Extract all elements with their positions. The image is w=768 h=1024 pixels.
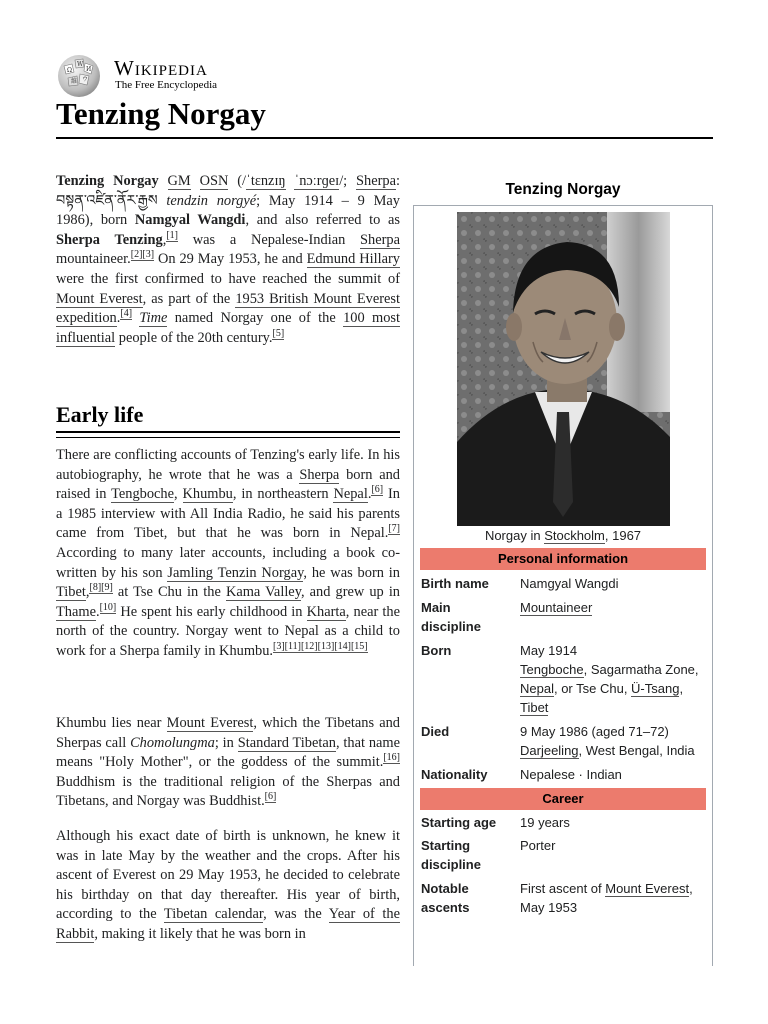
photo-caption: Norgay in Stockholm, 1967 xyxy=(484,528,642,543)
link-u-tsang[interactable]: Ü-Tsang xyxy=(631,681,680,696)
link-tibetan-calendar[interactable]: Tibetan calendar xyxy=(163,906,264,923)
link-khumbu[interactable]: Khumbu xyxy=(182,486,233,503)
value-born: May 1914 Tengboche, Sagarmatha Zone, Nepal, or Tse Chu, Ü-Tsang, Tibet xyxy=(520,643,699,715)
link-1953-expedition[interactable]: 1953 British Mount Everest expedition xyxy=(56,290,400,327)
link-sherpa-people[interactable]: Sherpa xyxy=(360,231,400,248)
link-ipa-2[interactable]: ˈnɔːrɡeɪ xyxy=(294,173,340,189)
infobox xyxy=(413,205,713,966)
value-birth-name: Namgyal Wangdi xyxy=(520,576,619,591)
link-standard-tibetan[interactable]: Standard Tibetan xyxy=(237,734,336,751)
wikipedia-globe-icon xyxy=(56,52,102,98)
link-kama-valley[interactable]: Kama Valley xyxy=(225,584,301,601)
svg-text:Ω: Ω xyxy=(67,67,72,74)
label-notable-ascents: Notable ascents xyxy=(421,881,470,915)
early-life-paragraph-3: Although his exact date of birth is unknown, he knew it was in late May by the weather and the crops. After his ascent of Everest on 29 May 1953, he decided to celebrate his birthday on that day thereafter. His year of birth, according to the Tibetan calendar, was the Year of the Rabbit, making it likely that he was born in xyxy=(56,828,400,942)
ref-16[interactable]: [16] xyxy=(383,752,400,764)
link-mount-everest[interactable]: Mount Everest xyxy=(56,290,143,307)
ref-2-3[interactable]: [2][3] xyxy=(130,249,155,261)
ref-6[interactable]: [6] xyxy=(371,484,384,496)
link-year-of-the-rabbit[interactable]: Year of the Rabbit xyxy=(56,906,400,942)
link-darjeeling[interactable]: Darjeeling xyxy=(520,743,579,758)
link-nepal-infobox[interactable]: Nepal xyxy=(520,681,554,696)
section-band-personal: Personal information xyxy=(420,548,706,570)
ref-4[interactable]: [4] xyxy=(120,308,133,320)
section-divider-thin xyxy=(56,437,400,438)
value-starting-discipline: Porter xyxy=(520,838,556,853)
ref-5[interactable]: [5] xyxy=(272,327,285,339)
link-mountaineer[interactable]: Mountaineer xyxy=(520,600,593,615)
ref-3-11-15[interactable]: [3][11][12][13][14][15] xyxy=(273,640,368,652)
svg-text:維: 維 xyxy=(71,78,78,85)
value-nationality: Nepalese · Indian xyxy=(520,767,622,782)
value-died: 9 May 1986 (aged 71–72) Darjeeling, West Bengal, India xyxy=(520,724,695,758)
wikipedia-logo[interactable] xyxy=(56,52,246,98)
lead-bold-name: Tenzing Norgay xyxy=(56,173,159,189)
link-edmund-hillary[interactable]: Edmund Hillary xyxy=(306,251,401,268)
early-life-paragraph-1: There are conflicting accounts of Tenzing's early life. In his autobiography, he wrote that he was a Sherpa born and raised in Tengboche, Khumbu, in northeastern Nepal.[6] In a 1985 interview with All India Radio, he said his parents came from Tibet, but that he was born in Nepal.[7] According to many later accounts, including a book co-written by his son Jamling Tenzin Norgay, he was born in Tibet,[8][9] at Tse Chu in the Kama Valley, and grew up in Thame.[10] He spent his early childhood in Kharta, near the north of the country. Norgay went to Nepal as a child to work for a Sherpa family in Khumbu.[3][11][12][13][14][15] xyxy=(56,447,401,659)
link-time[interactable]: Time xyxy=(139,310,168,327)
link-ipa-1[interactable]: ˈtɛnzɪŋ xyxy=(246,173,286,189)
link-osn[interactable]: OSN xyxy=(199,173,229,189)
label-birth-name: Birth name xyxy=(421,576,489,591)
link-mount-everest-infobox[interactable]: Mount Everest xyxy=(605,881,690,896)
portrait-image xyxy=(457,212,670,526)
link-nepal[interactable]: Nepal xyxy=(333,486,368,503)
label-nationality: Nationality xyxy=(421,767,488,782)
svg-text:ウ: ウ xyxy=(82,76,89,83)
link-tibet-infobox[interactable]: Tibet xyxy=(520,700,549,715)
svg-text:И: И xyxy=(86,66,92,73)
label-main-discipline: Main discipline xyxy=(421,600,481,634)
value-main-discipline xyxy=(520,598,706,617)
link-jamling-tenzin-norgay[interactable]: Jamling Tenzin Norgay xyxy=(167,564,304,581)
lead-paragraph: Tenzing Norgay GM OSN (/ˈtɛnzɪŋ ˈnɔːrɡeɪ/; Sherpa: བསྟན་འཛིན་ནོར་རྒྱས tendzin norgyé; May 1914 – 9 May 1986), born Namgyal Wangdi, and also referred to as Sherpa Tenzing,[1] was a Nepalese-Indian Sherpa mountaineer.[2][3] On 29 May 1953, he and Edmund Hillary were the first confirmed to have reached the summit of Mount Everest, as part of the 1953 British Mount Everest expedition.[4] Time named Norgay one of the 100 most influential people of the 20th century.[5] xyxy=(56,173,401,346)
wikipedia-wordmark: Wikipedia xyxy=(114,56,208,80)
section-heading-early-life: Early life xyxy=(56,402,144,427)
link-mount-everest-2[interactable]: Mount Everest xyxy=(166,715,254,731)
link-kharta[interactable]: Kharta xyxy=(306,603,346,620)
value-notable-ascents: First ascent of Mount Everest, May 1953 xyxy=(520,881,693,915)
portrait-photo[interactable] xyxy=(457,212,670,526)
ref-8-9[interactable]: [8][9] xyxy=(89,582,113,594)
svg-text:W: W xyxy=(77,61,84,68)
infobox-title: Tenzing Norgay xyxy=(505,181,621,198)
early-life-paragraph-2: Khumbu lies near Mount Everest, which the Tibetans and Sherpas call Chomolungma; in Standard Tibetan, that name means "Holy Mother", or the goddess of the summit.[16] Buddhism is the traditional religion of the Sherpas and Tibetans, and Norgay was Buddhist.[6] xyxy=(56,715,400,810)
wikipedia-tagline: The Free Encyclopedia xyxy=(115,79,218,91)
value-starting-age: 19 years xyxy=(520,815,570,830)
ref-10[interactable]: [10] xyxy=(99,601,117,613)
section-divider xyxy=(56,431,400,433)
page-title: Tenzing Norgay xyxy=(56,96,266,131)
label-died: Died xyxy=(421,724,450,739)
title-divider xyxy=(56,137,713,139)
ref-1[interactable]: [1] xyxy=(166,229,178,241)
label-starting-discipline: Starting discipline xyxy=(421,838,481,872)
link-stockholm[interactable]: Stockholm xyxy=(544,528,605,543)
link-sherpa-language[interactable]: Sherpa xyxy=(356,173,396,189)
label-starting-age: Starting age xyxy=(421,815,497,830)
link-100-most-influential[interactable]: 100 most influential xyxy=(56,310,400,346)
label-born: Born xyxy=(421,643,452,658)
link-gm[interactable]: GM xyxy=(167,173,191,189)
ref-6b[interactable]: [6] xyxy=(264,791,277,803)
link-tengboche-infobox[interactable]: Tengboche xyxy=(520,662,584,677)
link-thame[interactable]: Thame xyxy=(56,603,96,620)
ref-7[interactable]: [7] xyxy=(388,523,400,535)
section-band-career: Career xyxy=(420,788,706,810)
link-sherpa[interactable]: Sherpa xyxy=(299,466,340,483)
link-tengboche[interactable]: Tengboche xyxy=(111,486,175,503)
link-tibet[interactable]: Tibet xyxy=(56,584,86,601)
